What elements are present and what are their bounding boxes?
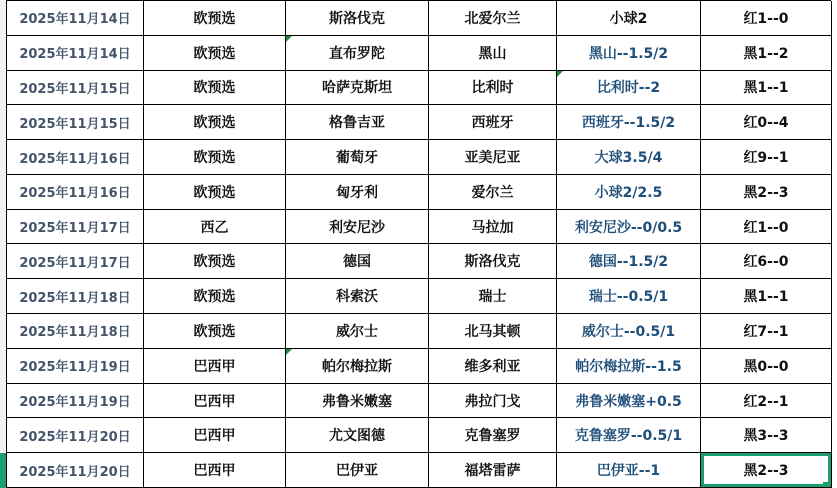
cell-date[interactable]: 2025年11月16日 [7, 140, 144, 175]
fill-handle-icon[interactable] [823, 482, 830, 487]
cell-date[interactable]: 2025年11月15日 [7, 105, 144, 140]
cell-result[interactable]: 黑2--3 [701, 175, 832, 210]
cell-away-team[interactable]: 北爱尔兰 [429, 1, 557, 36]
cell-home-team[interactable]: 斯洛伐克 [286, 1, 429, 36]
cell-home-team[interactable]: 尤文图德 [286, 418, 429, 453]
cell-result[interactable]: 黑1--2 [701, 36, 832, 71]
cell-away-team[interactable]: 西班牙 [429, 105, 557, 140]
cell-handicap[interactable]: 威尔士--0.5/1 [557, 314, 701, 349]
cell-date[interactable]: 2025年11月18日 [7, 314, 144, 349]
cell-result[interactable]: 红1--0 [701, 1, 832, 36]
cell-away-team[interactable]: 斯洛伐克 [429, 244, 557, 279]
cell-league[interactable]: 巴西甲 [144, 349, 286, 384]
cell-handicap[interactable]: 大球3.5/4 [557, 140, 701, 175]
cell-result[interactable]: 红9--1 [701, 140, 832, 175]
cell-away-team[interactable]: 瑞士 [429, 279, 557, 314]
cell-league[interactable]: 欧预选 [144, 279, 286, 314]
cell-handicap[interactable]: 比利时--2 [557, 71, 701, 106]
cell-handicap[interactable]: 利安尼沙--0/0.5 [557, 210, 701, 245]
cell-date[interactable]: 2025年11月20日 [7, 418, 144, 453]
cell-away-team[interactable]: 黑山 [429, 36, 557, 71]
cell-home-team[interactable]: 利安尼沙 [286, 210, 429, 245]
cell-date[interactable]: 2025年11月19日 [7, 384, 144, 419]
cell-date[interactable]: 2025年11月14日 [7, 36, 144, 71]
cell-league[interactable]: 巴西甲 [144, 384, 286, 419]
cell-home-team[interactable]: 德国 [286, 244, 429, 279]
cell-result[interactable]: 红2--1 [701, 384, 832, 419]
cell-league[interactable]: 欧预选 [144, 1, 286, 36]
cell-date[interactable]: 2025年11月19日 [7, 349, 144, 384]
cell-handicap[interactable]: 黑山--1.5/2 [557, 36, 701, 71]
cell-league[interactable]: 欧预选 [144, 140, 286, 175]
cell-result[interactable]: 黑1--1 [701, 279, 832, 314]
cell-home-team[interactable]: 科索沃 [286, 279, 429, 314]
cell-league[interactable]: 西乙 [144, 210, 286, 245]
cell-result[interactable]: 红6--0 [701, 244, 832, 279]
cell-result[interactable]: 红1--0 [701, 210, 832, 245]
cell-result[interactable]: 黑2--3 [701, 453, 832, 488]
cell-league[interactable]: 欧预选 [144, 105, 286, 140]
cell-away-team[interactable]: 维多利亚 [429, 349, 557, 384]
cell-date[interactable]: 2025年11月18日 [7, 279, 144, 314]
match-results-table [6, 0, 831, 488]
cell-league[interactable]: 巴西甲 [144, 453, 286, 488]
cell-result[interactable]: 红7--1 [701, 314, 832, 349]
cell-handicap[interactable]: 德国--1.5/2 [557, 244, 701, 279]
cell-away-team[interactable]: 弗拉门戈 [429, 384, 557, 419]
cell-away-team[interactable]: 福塔雷萨 [429, 453, 557, 488]
cell-league[interactable]: 欧预选 [144, 71, 286, 106]
cell-date[interactable]: 2025年11月20日 [7, 453, 144, 488]
cell-home-team[interactable]: 格鲁吉亚 [286, 105, 429, 140]
cell-result[interactable]: 黑0--0 [701, 349, 832, 384]
cell-handicap[interactable]: 巴伊亚--1 [557, 453, 701, 488]
cell-away-team[interactable]: 克鲁塞罗 [429, 418, 557, 453]
cell-date[interactable]: 2025年11月14日 [7, 1, 144, 36]
cell-league[interactable]: 巴西甲 [144, 418, 286, 453]
cell-home-team[interactable]: 葡萄牙 [286, 140, 429, 175]
cell-handicap[interactable]: 小球2/2.5 [557, 175, 701, 210]
cell-home-team[interactable]: 帕尔梅拉斯 [286, 349, 429, 384]
cell-home-team[interactable]: 哈萨克斯坦 [286, 71, 429, 106]
cell-handicap[interactable]: 西班牙--1.5/2 [557, 105, 701, 140]
cell-date[interactable]: 2025年11月15日 [7, 71, 144, 106]
cell-handicap[interactable]: 弗鲁米嫩塞+0.5 [557, 384, 701, 419]
cell-away-team[interactable]: 亚美尼亚 [429, 140, 557, 175]
cell-handicap[interactable]: 帕尔梅拉斯--1.5 [557, 349, 701, 384]
cell-handicap[interactable]: 小球2 [557, 1, 701, 36]
cell-result[interactable]: 黑1--1 [701, 71, 832, 106]
cell-league[interactable]: 欧预选 [144, 314, 286, 349]
cell-away-team[interactable]: 马拉加 [429, 210, 557, 245]
cell-result[interactable]: 红0--4 [701, 105, 832, 140]
cell-home-team[interactable]: 巴伊亚 [286, 453, 429, 488]
cell-home-team[interactable]: 威尔士 [286, 314, 429, 349]
cell-date[interactable]: 2025年11月16日 [7, 175, 144, 210]
cell-home-team[interactable]: 直布罗陀 [286, 36, 429, 71]
cell-league[interactable]: 欧预选 [144, 244, 286, 279]
cell-home-team[interactable]: 弗鲁米嫩塞 [286, 384, 429, 419]
cell-date[interactable]: 2025年11月17日 [7, 244, 144, 279]
cell-league[interactable]: 欧预选 [144, 175, 286, 210]
cell-date[interactable]: 2025年11月17日 [7, 210, 144, 245]
cell-away-team[interactable]: 爱尔兰 [429, 175, 557, 210]
cell-handicap[interactable]: 克鲁塞罗--0.5/1 [557, 418, 701, 453]
cell-home-team[interactable]: 匈牙利 [286, 175, 429, 210]
cell-handicap[interactable]: 瑞士--0.5/1 [557, 279, 701, 314]
cell-away-team[interactable]: 北马其顿 [429, 314, 557, 349]
cell-league[interactable]: 欧预选 [144, 36, 286, 71]
cell-away-team[interactable]: 比利时 [429, 71, 557, 106]
cell-result[interactable]: 黑3--3 [701, 418, 832, 453]
